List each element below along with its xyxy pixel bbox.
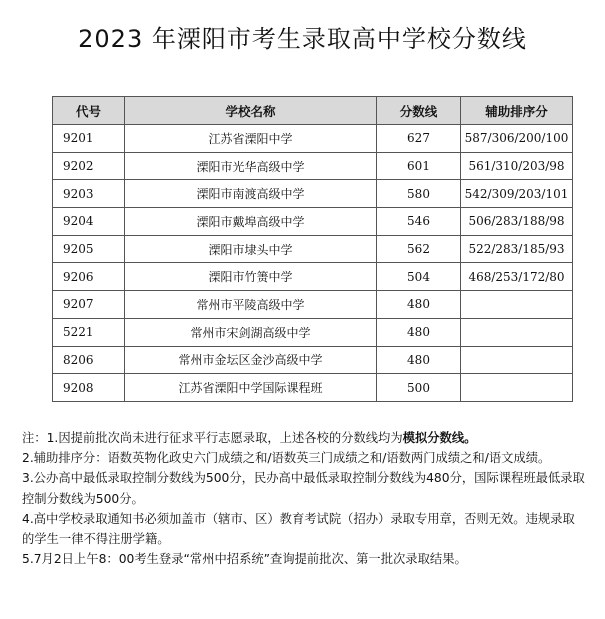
cell-aux: 506/283/188/98 (461, 208, 573, 236)
cell-score: 480 (377, 346, 461, 374)
cell-aux: 587/306/200/100 (461, 125, 573, 153)
table-row (53, 180, 573, 208)
cell-code: 9204 (53, 208, 125, 236)
note-1 (22, 428, 587, 448)
cell-score: 601 (377, 152, 461, 180)
cell-aux (461, 346, 573, 374)
cell-code: 9206 (53, 263, 125, 291)
table-row (53, 152, 573, 180)
cell-code: 9205 (53, 235, 125, 263)
cell-code: 9208 (53, 374, 125, 402)
header-aux: 辅助排序分 (461, 97, 573, 125)
cell-school: 常州市金坛区金沙高级中学 (125, 346, 377, 374)
notes-section (22, 428, 587, 569)
cell-code: 8206 (53, 346, 125, 374)
cell-code: 9201 (53, 125, 125, 153)
table-row (53, 291, 573, 319)
note-3: 3.公办高中最低录取控制分数线为500分，民办高中最低录取控制分数线为480分，国际课程班最低录取控制分数线为500分。 (22, 471, 585, 506)
cell-score: 580 (377, 180, 461, 208)
note-1-emphasis: 模拟分数线。 (402, 431, 477, 445)
cell-aux: 561/310/203/98 (461, 152, 573, 180)
cell-school: 江苏省溧阳中学国际课程班 (125, 374, 377, 402)
table-row (53, 318, 573, 346)
cell-code: 9207 (53, 291, 125, 319)
cell-code: 5221 (53, 318, 125, 346)
cell-school: 溧阳市南渡高级中学 (125, 180, 377, 208)
table-header-row (53, 97, 573, 125)
cell-score: 500 (377, 374, 461, 402)
cell-score: 504 (377, 263, 461, 291)
cell-school: 溧阳市戴埠高级中学 (125, 208, 377, 236)
cell-aux: 522/283/185/93 (461, 235, 573, 263)
note-5: 5.7月2日上午8：00考生登录“常州中招系统”查询提前批次、第一批次录取结果。 (22, 552, 467, 567)
cell-school: 溧阳市埭头中学 (125, 235, 377, 263)
cell-aux (461, 291, 573, 319)
cell-code: 9203 (53, 180, 125, 208)
header-school: 学校名称 (125, 97, 377, 125)
table-row (53, 374, 573, 402)
cell-school: 常州市平陵高级中学 (125, 291, 377, 319)
cell-score: 480 (377, 318, 461, 346)
table-row (53, 346, 573, 374)
note-4: 4.高中学校录取通知书必须加盖市（辖市、区）教育考试院（招办）录取专用章，否则无效。违规录取的学生一律不得注册学籍。 (22, 511, 575, 547)
cell-school: 溧阳市竹箦中学 (125, 263, 377, 291)
table-row (53, 263, 573, 291)
table-row (53, 208, 573, 236)
note-1-text: 注：1.因提前批次尚未进行征求平行志愿录取，上述各校的分数线均为 (22, 431, 403, 445)
table-row (53, 235, 573, 263)
cell-aux (461, 374, 573, 402)
cell-aux (461, 318, 573, 346)
page-title: 2023 年溧阳市考生录取高中学校分数线 (78, 25, 527, 53)
cell-code: 9202 (53, 152, 125, 180)
cell-score: 562 (377, 235, 461, 263)
cell-school: 溧阳市光华高级中学 (125, 152, 377, 180)
table-row (53, 125, 573, 153)
cell-score: 546 (377, 208, 461, 236)
cell-aux: 468/253/172/80 (461, 263, 573, 291)
header-score: 分数线 (377, 97, 461, 125)
score-table (52, 96, 573, 402)
cell-school: 常州市宋剑湖高级中学 (125, 318, 377, 346)
cell-score: 480 (377, 291, 461, 319)
cell-score: 627 (377, 125, 461, 153)
cell-aux: 542/309/203/101 (461, 180, 573, 208)
header-code: 代号 (53, 97, 125, 125)
note-2: 2.辅助排序分：语数英物化政史六门成绩之和/语数英三门成绩之和/语数两门成绩之和/语文成绩。 (22, 451, 551, 466)
cell-school: 江苏省溧阳中学 (125, 125, 377, 153)
